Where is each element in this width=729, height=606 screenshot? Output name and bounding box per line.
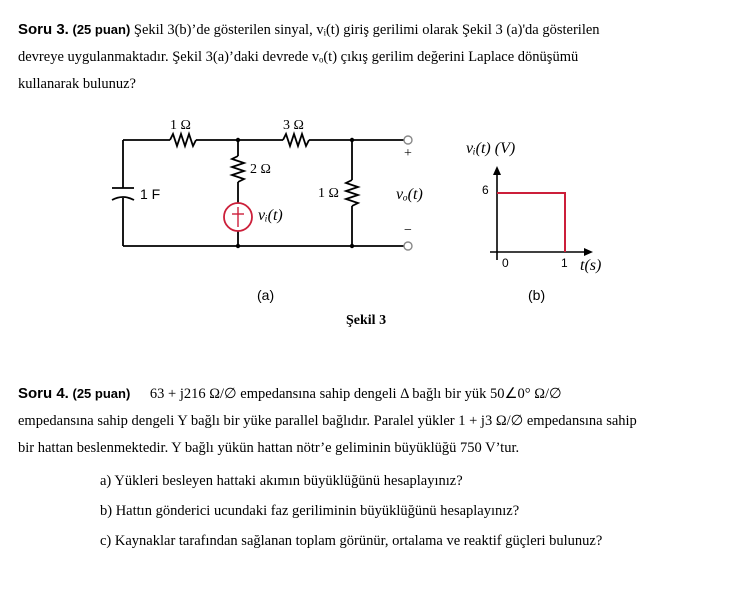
resistor-1ohm-top [170, 134, 196, 146]
q3-title: Soru 3. [18, 21, 69, 38]
output-terminal-plus [404, 136, 412, 144]
q3-points: (25 puan) [72, 22, 131, 37]
signal-ytick: 6 [482, 183, 489, 197]
caption-a: (a) [257, 287, 275, 303]
q4-subquestions [100, 466, 602, 556]
q4-item-a: a) Yükleri besleyen hattaki akımın büyüklüğünü hesaplayınız? [100, 473, 463, 489]
output-terminal-minus [404, 242, 412, 250]
label-r1: 1 Ω [170, 118, 191, 133]
caption-b: (b) [528, 287, 546, 303]
q4-line1: 63 + j216 Ω/∅ empedansına sahip dengeli Δ bağlı bir yük 50∠0° Ω/∅ [149, 386, 562, 402]
q4-line2: empedansına sahip dengeli Y bağlı bir yüke parallel bağlıdır. Paralel yükler 1 + j3 Ω/∅ empedansına sahip [18, 413, 637, 429]
signal-ylabel: vᵢ(t) (V) [466, 140, 516, 157]
q4-paragraph [18, 380, 710, 462]
label-vout: vₒ(t) [396, 186, 423, 203]
q4-title: Soru 4. [18, 385, 69, 402]
q4-item-c: c) Kaynaklar tarafından sağlanan toplam görünür, ortalama ve reaktif güçleri bulunuz? [100, 533, 603, 549]
label-r4: 1 Ω [318, 186, 339, 201]
resistor-2ohm [232, 156, 244, 182]
signal-x0: 0 [502, 256, 509, 270]
q4-points: (25 puan) [72, 386, 131, 401]
figure-caption: Şekil 3 [346, 313, 387, 328]
label-plus: + [404, 146, 412, 161]
label-minus: − [404, 223, 412, 238]
q3-line1: Şekil 3(b)’de gösterilen sinyal, vᵢ(t) giriş gerilimi olarak Şekil 3 (a)'da gösterilen [133, 22, 600, 38]
q4-line3: bir hattan beslenmektedir. Y bağlı yükün hattan nötr’e geliminin büyüklüğü 750 V’tur. [18, 440, 520, 456]
q4-item-b: b) Hattın gönderici ucundaki faz geriliminin büyüklüğünü hesaplayınız? [100, 503, 520, 519]
signal-pulse [497, 193, 565, 252]
signal-x1: 1 [561, 256, 568, 270]
signal-plot [490, 166, 593, 260]
signal-xlabel: t(s) [580, 257, 602, 274]
label-r2: 2 Ω [250, 162, 271, 177]
q3-line2: devreye uygulanmaktadır. Şekil 3(a)’daki devrede vₒ(t) çıkış gerilim değerini Laplace dönüşümü [18, 49, 579, 65]
q3-line3: kullanarak bulunuz? [18, 76, 136, 92]
resistor-3ohm [283, 134, 309, 146]
label-r3: 3 Ω [283, 118, 304, 133]
label-capacitor: 1 F [140, 186, 161, 202]
resistor-1ohm-right [346, 180, 358, 206]
label-source: vᵢ(t) [258, 207, 283, 224]
